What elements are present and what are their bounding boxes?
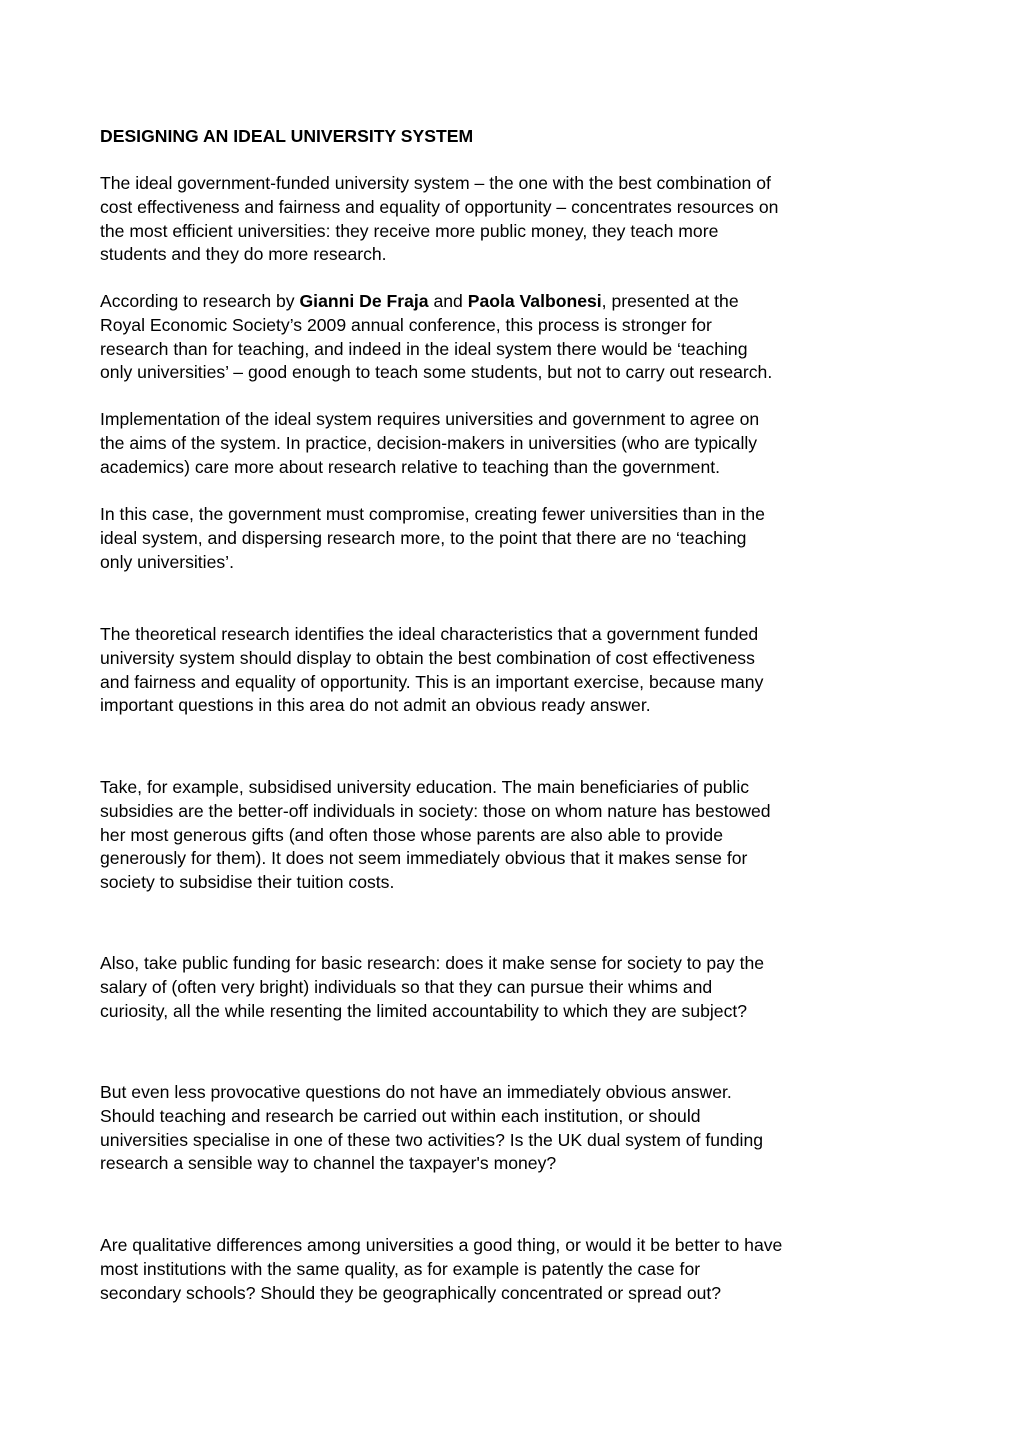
- paragraph-line: salary of (often very bright) individuals so that they can pursue their whims and: [100, 976, 713, 997]
- paragraph-line: and fairness and equality of opportunity. This is an important exercise, because many: [100, 671, 764, 692]
- paragraph-3: [100, 408, 930, 479]
- paragraph-6: [100, 776, 930, 895]
- paragraph-line: Are qualitative differences among universities a good thing, or would it be better to have: [100, 1235, 783, 1255]
- text-run: and: [428, 291, 468, 311]
- paragraph-line: Take, for example, subsidised university education. The main beneficiaries of public: [100, 777, 750, 797]
- paragraph-line: Implementation of the ideal system requires universities and government to agree on: [100, 409, 760, 429]
- paragraph-line: her most generous gifts (and often those whose parents are also able to provide: [100, 824, 723, 845]
- paragraph-2: [100, 290, 930, 385]
- text-run: According to research by: [100, 291, 300, 311]
- paragraph-line: curiosity, all the while resenting the limited accountability to which they are subject?: [100, 1000, 748, 1021]
- document-title: DESIGNING AN IDEAL UNIVERSITY SYSTEM: [100, 126, 474, 146]
- paragraph-8: [100, 1081, 930, 1176]
- paragraph-line: Royal Economic Society’s 2009 annual conference, this process is stronger for: [100, 314, 712, 335]
- paragraph-line: only universities’ – good enough to teach some students, but not to carry out research.: [100, 362, 773, 383]
- paragraph-line: ideal system, and dispersing research more, to the point that there are no ‘teaching: [100, 527, 747, 548]
- paragraph-line: The theoretical research identifies the ideal characteristics that a government funded: [100, 624, 759, 644]
- text-run: , presented at the: [601, 291, 739, 311]
- author-name: Paola Valbonesi: [467, 291, 602, 311]
- paragraph-line: subsidies are the better-off individuals in society: those on whom nature has bestowed: [100, 800, 771, 821]
- author-name: Gianni De Fraja: [299, 291, 429, 311]
- paragraph-line: university system should display to obtain the best combination of cost effectiveness: [100, 647, 755, 668]
- paragraph-line: students and they do more research.: [100, 244, 387, 265]
- paragraph-line: most institutions with the same quality, as for example is patently the case for: [100, 1258, 701, 1279]
- paragraph-line: universities specialise in one of these two activities? Is the UK dual system of funding: [100, 1129, 764, 1150]
- paragraph-line: [100, 290, 930, 314]
- paragraph-7: [100, 952, 930, 1023]
- paragraph-line: secondary schools? Should they be geographically concentrated or spread out?: [100, 1282, 722, 1303]
- paragraph-line: the aims of the system. In practice, decision-makers in universities (who are typically: [100, 432, 758, 453]
- paragraph-line: cost effectiveness and fairness and equality of opportunity – concentrates resources on: [100, 196, 779, 217]
- paragraph-5: [100, 623, 930, 718]
- paragraph-line: society to subsidise their tuition costs.: [100, 872, 395, 893]
- paragraph-line: only universities’.: [100, 551, 234, 572]
- paragraph-9: [100, 1234, 930, 1305]
- paragraph-line: generously for them). It does not seem immediately obvious that it makes sense for: [100, 848, 748, 869]
- paragraph-line: But even less provocative questions do not have an immediately obvious answer.: [100, 1082, 732, 1102]
- paragraph-line: academics) care more about research relative to teaching than the government.: [100, 456, 721, 477]
- paragraph-1: [100, 172, 930, 267]
- paragraph-line: Should teaching and research be carried out within each institution, or should: [100, 1105, 701, 1126]
- paragraph-line: The ideal government-funded university system – the one with the best combination of: [100, 173, 771, 193]
- paragraph-line: research than for teaching, and indeed in the ideal system there would be ‘teaching: [100, 338, 748, 359]
- paragraph-line: In this case, the government must compromise, creating fewer universities than in the: [100, 504, 765, 524]
- paragraph-line: Also, take public funding for basic research: does it make sense for society to pay the: [100, 953, 765, 973]
- paragraph-line: the most efficient universities: they receive more public money, they teach more: [100, 220, 719, 241]
- paragraph-line: important questions in this area do not admit an obvious ready answer.: [100, 695, 651, 716]
- paragraph-line: research a sensible way to channel the taxpayer's money?: [100, 1153, 557, 1174]
- paragraph-4: [100, 503, 930, 574]
